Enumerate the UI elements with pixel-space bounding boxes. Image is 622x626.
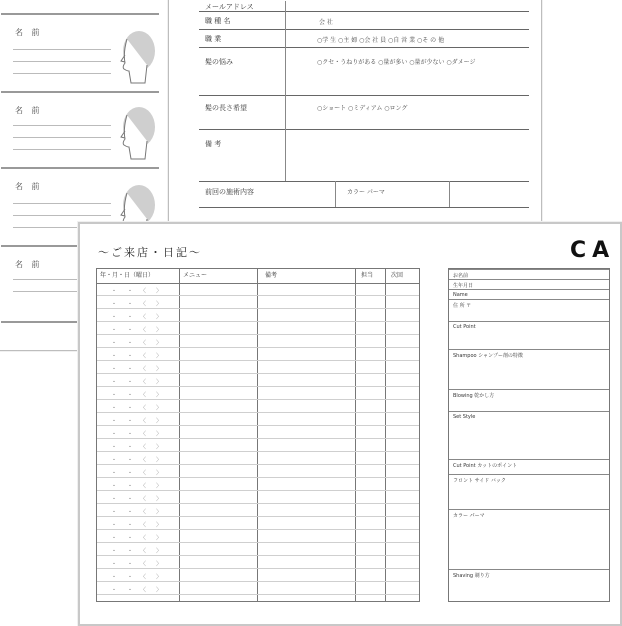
date-marker: ・・〈〉	[111, 444, 173, 451]
column-header-notes: 備考	[265, 272, 278, 279]
profile-card	[1, 91, 159, 169]
date-marker: ・・〈〉	[111, 431, 173, 438]
form-label: メールアドレス	[205, 3, 254, 11]
form-row	[449, 569, 609, 579]
date-marker: ・・〈〉	[111, 327, 173, 334]
form-label: 前回の施術内容	[205, 188, 254, 196]
table-row-line	[97, 386, 419, 387]
form-row	[449, 389, 609, 399]
date-marker: ・・〈〉	[111, 457, 173, 464]
card-label: 名 前	[15, 182, 43, 191]
form-value: ○クセ・うねりがある ○量が多い ○量が少ない ○ダメージ	[317, 59, 476, 66]
table-row-line	[97, 581, 419, 582]
form-label: Set Style	[453, 414, 476, 420]
date-marker: ・・〈〉	[111, 522, 173, 529]
form-row	[449, 321, 609, 330]
table-row-line	[97, 399, 419, 400]
brand-logo-text: CA	[570, 238, 616, 263]
form-row	[199, 181, 529, 208]
table-row-line	[97, 477, 419, 478]
date-marker: ・・〈〉	[111, 509, 173, 516]
form-row	[199, 47, 529, 96]
form-label: Cut Point	[453, 324, 476, 330]
date-marker: ・・〈〉	[111, 366, 173, 373]
form-row	[449, 299, 609, 309]
date-marker: ・・〈〉	[111, 496, 173, 503]
form-label: 髪の長さ希望	[205, 104, 247, 112]
date-marker: ・・〈〉	[111, 418, 173, 425]
table-row-line	[97, 529, 419, 530]
table-row-line	[97, 347, 419, 348]
column-header-next: 次回	[391, 272, 404, 279]
head-profile-icon	[109, 101, 159, 161]
date-marker: ・・〈〉	[111, 301, 173, 308]
form-row	[449, 474, 609, 484]
card-label: 名 前	[15, 106, 43, 115]
form-row	[449, 269, 609, 279]
form-row	[449, 279, 609, 289]
table-row-line	[97, 412, 419, 413]
form-label: 住 所 〒	[453, 303, 472, 309]
card-label: 名 前	[15, 28, 43, 37]
date-marker: ・・〈〉	[111, 340, 173, 347]
customer-card-form	[448, 268, 610, 602]
form-row	[449, 289, 609, 298]
table-row-line	[97, 490, 419, 491]
form-label: カラー パーマ	[453, 513, 485, 519]
form-row	[199, 29, 529, 48]
diary-title: ～ご来店・日記～	[98, 246, 202, 259]
form-label: Name	[453, 292, 468, 298]
table-row-line	[97, 438, 419, 439]
form-label: Shaving 剃り方	[453, 573, 490, 579]
table-row-line	[97, 503, 419, 504]
form-label: 職 業	[205, 35, 222, 43]
visit-log-table	[96, 268, 420, 602]
table-row-line	[97, 425, 419, 426]
date-marker: ・・〈〉	[111, 288, 173, 295]
form-value: カラー パーマ	[347, 189, 385, 196]
form-label: Cut Point カットのポイント	[453, 463, 518, 469]
column-header-menu: メニュー	[183, 272, 208, 279]
table-row-line	[97, 555, 419, 556]
date-marker: ・・〈〉	[111, 574, 173, 581]
table-row-line	[97, 594, 419, 595]
form-label: 生年月日	[453, 283, 474, 289]
column-header-staff: 担当	[361, 272, 374, 279]
form-row	[199, 95, 529, 130]
table-row-line	[97, 334, 419, 335]
form-row	[449, 411, 609, 420]
form-row	[449, 349, 609, 359]
card-label: 名 前	[15, 260, 43, 269]
date-marker: ・・〈〉	[111, 379, 173, 386]
form-value: ○学 生 ○主 婦 ○会 社 員 ○自 営 業 ○そ の 他	[317, 37, 445, 44]
table-row-line	[97, 568, 419, 569]
table-row-line	[97, 464, 419, 465]
form-row	[199, 11, 529, 30]
form-row	[449, 509, 609, 519]
date-marker: ・・〈〉	[111, 470, 173, 477]
form-row	[449, 459, 609, 469]
form-label: 備 考	[205, 140, 222, 148]
table-row-line	[97, 360, 419, 361]
date-marker: ・・〈〉	[111, 587, 173, 594]
form-value: ○ショート ○ミディアム ○ロング	[317, 105, 408, 112]
head-profile-icon	[109, 25, 159, 85]
column-header-date: 年・月・日（曜日）	[100, 272, 155, 279]
table-row-line	[97, 308, 419, 309]
date-marker: ・・〈〉	[111, 483, 173, 490]
profile-card	[1, 13, 159, 93]
date-marker: ・・〈〉	[111, 561, 173, 568]
table-row-line	[97, 373, 419, 374]
table-row-line	[97, 321, 419, 322]
form-value: 会 社	[319, 19, 333, 26]
form-label: Shampoo シャンプー剤の特徴	[453, 353, 523, 359]
form-label: 職 種 名	[205, 17, 231, 25]
date-marker: ・・〈〉	[111, 548, 173, 555]
table-row-line	[97, 516, 419, 517]
date-marker: ・・〈〉	[111, 405, 173, 412]
table-row-line	[97, 295, 419, 296]
table-row-line	[97, 542, 419, 543]
table-row-line	[97, 451, 419, 452]
date-marker: ・・〈〉	[111, 392, 173, 399]
date-marker: ・・〈〉	[111, 353, 173, 360]
date-marker: ・・〈〉	[111, 314, 173, 321]
form-row	[199, 129, 529, 182]
form-label: フロント サイド バック	[453, 478, 506, 484]
form-label: 髪の悩み	[205, 58, 233, 66]
form-label: Blowing 乾かし方	[453, 393, 495, 399]
date-marker: ・・〈〉	[111, 535, 173, 542]
form-label: お名前	[453, 273, 469, 279]
